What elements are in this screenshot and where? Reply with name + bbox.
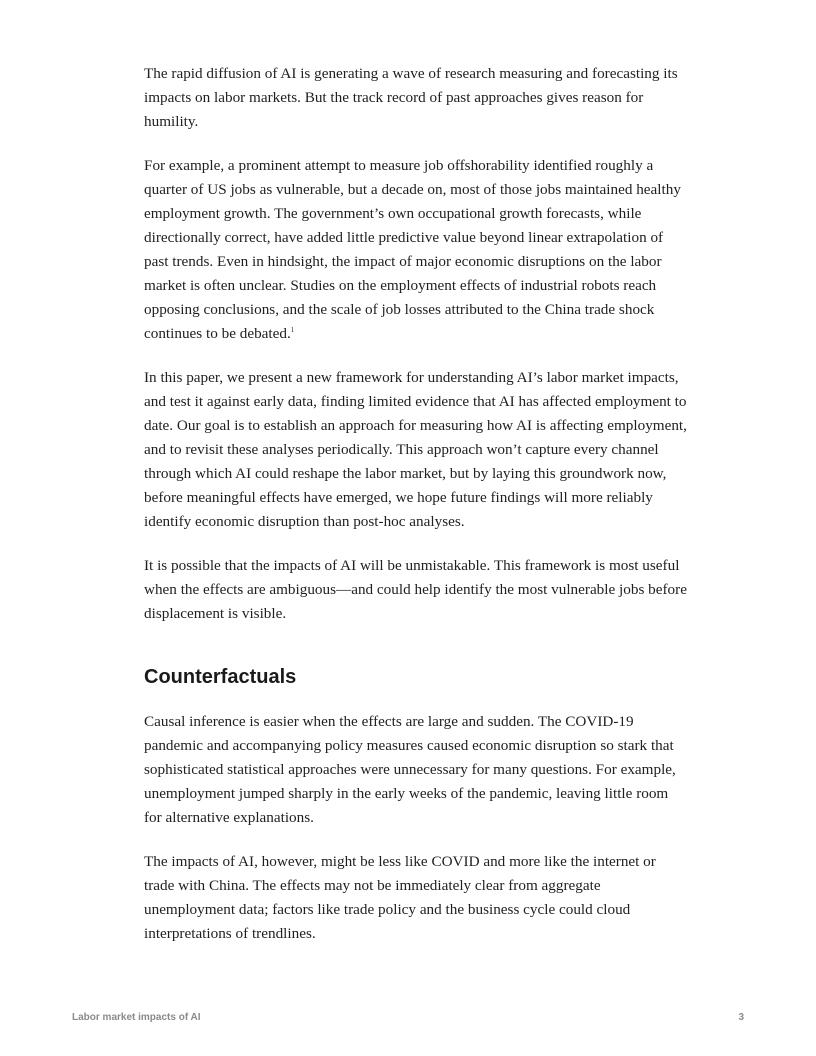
intro-paragraph-2 [144, 154, 689, 346]
footer-document-title: Labor market impacts of AI [72, 1012, 201, 1023]
section-paragraph-2: The impacts of AI, however, might be less like COVID and more like the internet or trade with China. The effects may not be immediately clear from aggregate unemployment data; factors like trade policy and the business cycle could cloud interpretations of trendlines. [144, 853, 656, 942]
section-paragraph-1: Causal inference is easier when the effects are large and sudden. The COVID-19 pandemic and accompanying policy measures caused economic disruption so stark that sophisticated statistical approaches were unnecessary for many questions. For example, unemployment jumped sharply in the early weeks of the pandemic, leaving little room for alternative explanations. [144, 713, 676, 826]
page-content [144, 62, 689, 966]
intro-paragraph-2-text: For example, a prominent attempt to measure job offshorability identified roughly a quarter of US jobs as vulnerable, but a decade on, most of those jobs maintained healthy employment growth. The government’s own occupational growth forecasts, while directionally correct, have added little predictive value beyond linear extrapolation of past trends. Even in hindsight, the impact of major economic disruptions on the labor market is often unclear. Studies on the employment effects of industrial robots reach opposing conclusions, and the scale of job losses attributed to the China trade shock continues to be debated. [144, 157, 681, 342]
section-heading-counterfactuals: Counterfactuals [144, 666, 297, 688]
footer-page-number: 3 [738, 1012, 744, 1023]
intro-paragraph-4: It is possible that the impacts of AI will be unmistakable. This framework is most useful when the effects are ambiguous—and could help identify the most vulnerable jobs before displacement is visible. [144, 557, 687, 622]
footnote-marker[interactable]: 1 [290, 325, 295, 334]
intro-paragraph-1: The rapid diffusion of AI is generating a wave of research measuring and forecasting its impacts on labor markets. But the track record of past approaches gives reason for humility. [144, 65, 678, 130]
intro-paragraph-3: In this paper, we present a new framework for understanding AI’s labor market impacts, and test it against early data, finding limited evidence that AI has affected employment to date. Our goal is to establish an approach for measuring how AI is affecting employment, and to revisit these analyses periodically. This approach won’t capture every channel through which AI could reshape the labor market, but by laying this groundwork now, before meaningful effects have emerged, we hope future findings will more reliably identify economic disruption than post-hoc analyses. [144, 369, 687, 530]
